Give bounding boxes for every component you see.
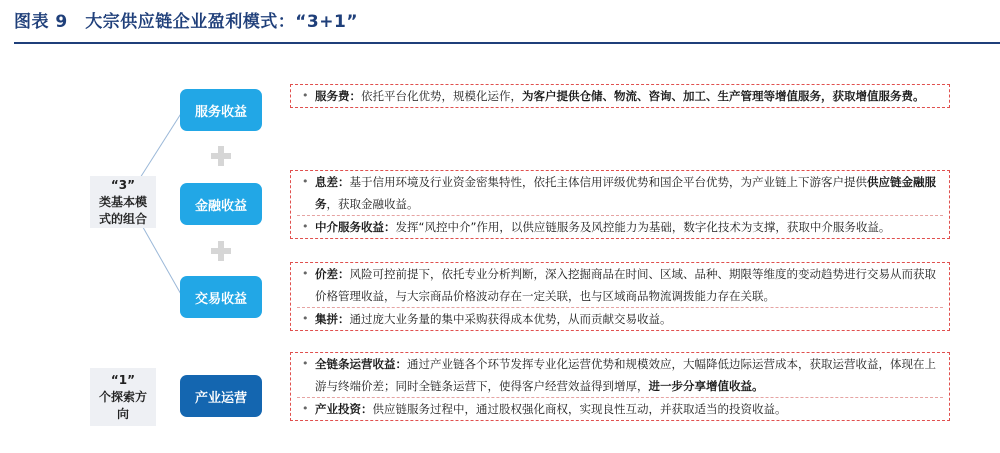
item-text: 基于信用环境及行业资金密集特性，依托主体信用评级优势和国企平台优势，为产业链上下游客户提供 <box>349 175 867 189</box>
list-item <box>297 216 943 238</box>
list-item <box>297 85 943 107</box>
list-item <box>297 263 943 308</box>
item-text: 风险可控前提下，依托专业分析判断，深入挖掘商品在时间、区域、品种、期限等维度的变动趋势进行交易从而获取价格管理收益，与大宗商品价格波动存在一定关联，也与区域商品物流调拨能力存在关联。 <box>315 267 936 303</box>
item-label: 集拼： <box>315 312 350 326</box>
bracket-line-top <box>140 112 182 178</box>
item-text: 通过庞大业务量的集中采购获得成本优势，从而贡献交易收益。 <box>349 312 672 326</box>
item-label: 息差： <box>315 175 350 189</box>
item-text: 依托平台化优势，规模化运作， <box>361 89 522 103</box>
industry-operation-box <box>290 352 950 421</box>
plus-icon <box>211 146 231 166</box>
bracket-line-bottom <box>140 222 182 296</box>
group-label-one-line3: 向 <box>116 406 129 421</box>
item-label: 价差： <box>315 267 350 281</box>
item-label: 中介服务收益： <box>315 220 396 234</box>
item-bold-text: 供应链金融服务 <box>315 175 936 211</box>
list-item <box>297 308 943 330</box>
list-item <box>297 353 943 398</box>
item-label: 产业投资： <box>315 402 373 416</box>
list-item <box>297 398 943 420</box>
group-label-three-line3: 式的组合 <box>98 211 147 226</box>
trade-revenue-box <box>290 262 950 331</box>
list-item <box>297 171 943 216</box>
item-text: 供应链服务过程中，通过股权强化商权，实现良性互动，并获取适当的投资收益。 <box>372 402 787 416</box>
figure-title: 图表 9 大宗供应链企业盈利模式：“3+1” <box>14 12 358 32</box>
item-bold-text: 进一步分享增值收益。 <box>648 379 764 393</box>
trade-revenue-button: 交易收益 <box>180 276 262 318</box>
item-text: 发挥“风控中介”作用，以供应链服务及风控能力为基础，数字化技术为支撑，获取中介服务收益。 <box>395 220 891 234</box>
finance-revenue-button: 金融收益 <box>180 183 262 225</box>
item-bold-text: 为客户提供仓储、物流、咨询、加工、生产管理等增值服务，获取增值服务费。 <box>522 89 925 103</box>
group-label-three-line1: “3” <box>110 177 136 192</box>
group-label-one-line2: 个探索方 <box>98 389 147 404</box>
group-label-three-line2: 类基本模 <box>98 194 147 209</box>
group-label-one <box>90 368 156 426</box>
item-text: 通过产业链各个环节发挥专业化运营优势和规模效应，大幅降低边际运营成本，获取运营收益，体现在上游与终端价差；同时全链条运营下，使得客户经营效益得到增厚， <box>315 357 936 393</box>
item-tail-text: ，获取金融收益。 <box>326 197 419 211</box>
group-label-three <box>90 176 156 228</box>
service-revenue-box <box>290 84 950 108</box>
item-label: 全链条运营收益： <box>315 357 407 371</box>
service-revenue-button: 服务收益 <box>180 89 262 131</box>
industry-operation-button: 产业运营 <box>180 375 262 417</box>
finance-revenue-box <box>290 170 950 239</box>
group-label-one-line1: “1” <box>110 372 136 387</box>
item-label: 服务费： <box>315 89 361 103</box>
plus-icon <box>211 241 231 261</box>
